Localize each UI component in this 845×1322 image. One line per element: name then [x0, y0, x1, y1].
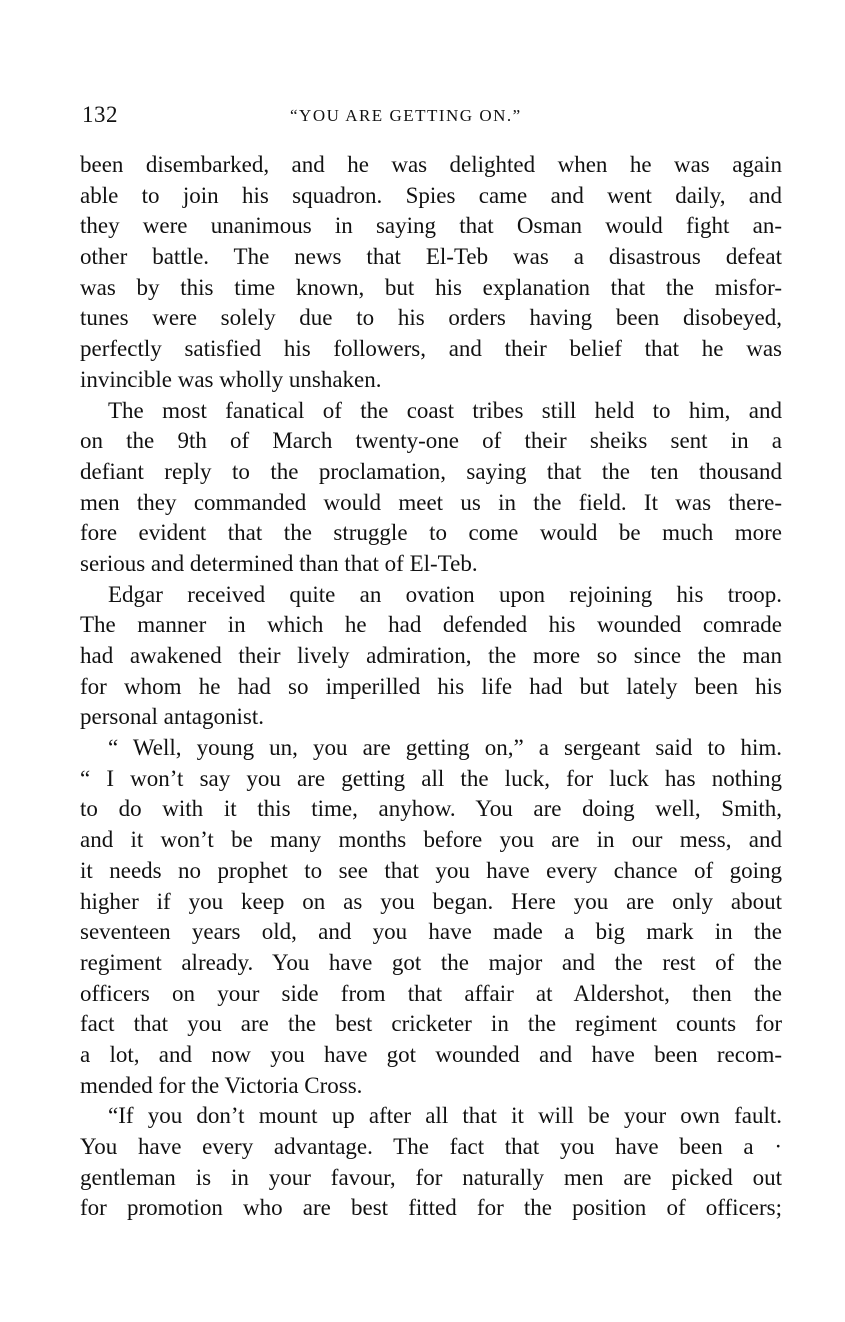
- paragraph-start-line: “If you don’t mount up after all that it will be your own fault.: [108, 1103, 782, 1129]
- text-line: had awakened their lively admiration, the more so since the man: [80, 643, 782, 668]
- text-line: other battle. The news that El-Teb was a disastrous defeat: [80, 244, 782, 270]
- text-line: been disembarked, and he was delighted when he was again: [80, 152, 782, 177]
- text-line: serious and determined than that of El-Teb.: [80, 550, 478, 576]
- text-line: perfectly satisfied his followers, and their belief that he was: [80, 336, 782, 362]
- text-line: officers on your side from that affair at Aldershot, then the: [80, 980, 782, 1006]
- text-line: fore evident that the struggle to come would be much more: [80, 520, 782, 546]
- page-number: 132: [82, 102, 118, 127]
- text-line: personal antagonist.: [80, 704, 264, 730]
- text-line: on the 9th of March twenty-one of their sheiks sent in a: [80, 428, 782, 454]
- paragraph-start-line: “ Well, young un, you are getting on,” a sergeant said to him.: [108, 735, 782, 761]
- text-line: invincible was wholly unshaken.: [80, 366, 382, 392]
- running-head-title: “YOU ARE GETTING ON.”: [290, 106, 522, 125]
- text-line: tunes were solely due to his orders having been disobeyed,: [80, 305, 782, 331]
- text-line: for whom he had so imperilled his life had but lately been his: [80, 673, 782, 699]
- text-line: was by this time known, but his explanation that the misfor-: [80, 274, 782, 300]
- text-line: mended for the Victoria Cross.: [80, 1072, 363, 1098]
- text-line: seventeen years old, and you have made a big mark in the: [80, 919, 782, 945]
- text-line: they were unanimous in saying that Osman would fight an-: [80, 213, 782, 239]
- text-line: You have every advantage. The fact that you have been a ·: [80, 1134, 782, 1159]
- text-line: men they commanded would meet us in the field. It was there-: [80, 489, 782, 515]
- text-line: able to join his squadron. Spies came and went daily, and: [80, 182, 782, 208]
- paragraph-start-line: Edgar received quite an ovation upon rejoining his troop.: [108, 581, 782, 607]
- text-line: “ I won’t say you are getting all the luck, for luck has nothing: [80, 765, 782, 791]
- paragraph-start-line: The most fanatical of the coast tribes still held to him, and: [108, 397, 782, 423]
- text-line: higher if you keep on as you began. Here you are only about: [80, 888, 782, 914]
- text-line: to do with it this time, anyhow. You are doing well, Smith,: [80, 796, 782, 822]
- text-line: a lot, and now you have got wounded and have been recom-: [80, 1041, 782, 1067]
- text-line: defiant reply to the proclamation, saying that the ten thousand: [80, 458, 782, 484]
- text-line: regiment already. You have got the major and the rest of the: [80, 949, 782, 975]
- text-line: The manner in which he had defended his wounded comrade: [80, 612, 782, 638]
- text-line: gentleman is in your favour, for naturally men are picked out: [80, 1164, 782, 1190]
- text-line: it needs no prophet to see that you have every chance of going: [80, 857, 782, 883]
- text-line: and it won’t be many months before you are in our mess, and: [80, 827, 782, 853]
- body-text: [80, 150, 782, 1224]
- text-line: fact that you are the best cricketer in the regiment counts for: [80, 1011, 782, 1037]
- text-line: for promotion who are best fitted for the position of officers;: [80, 1195, 782, 1221]
